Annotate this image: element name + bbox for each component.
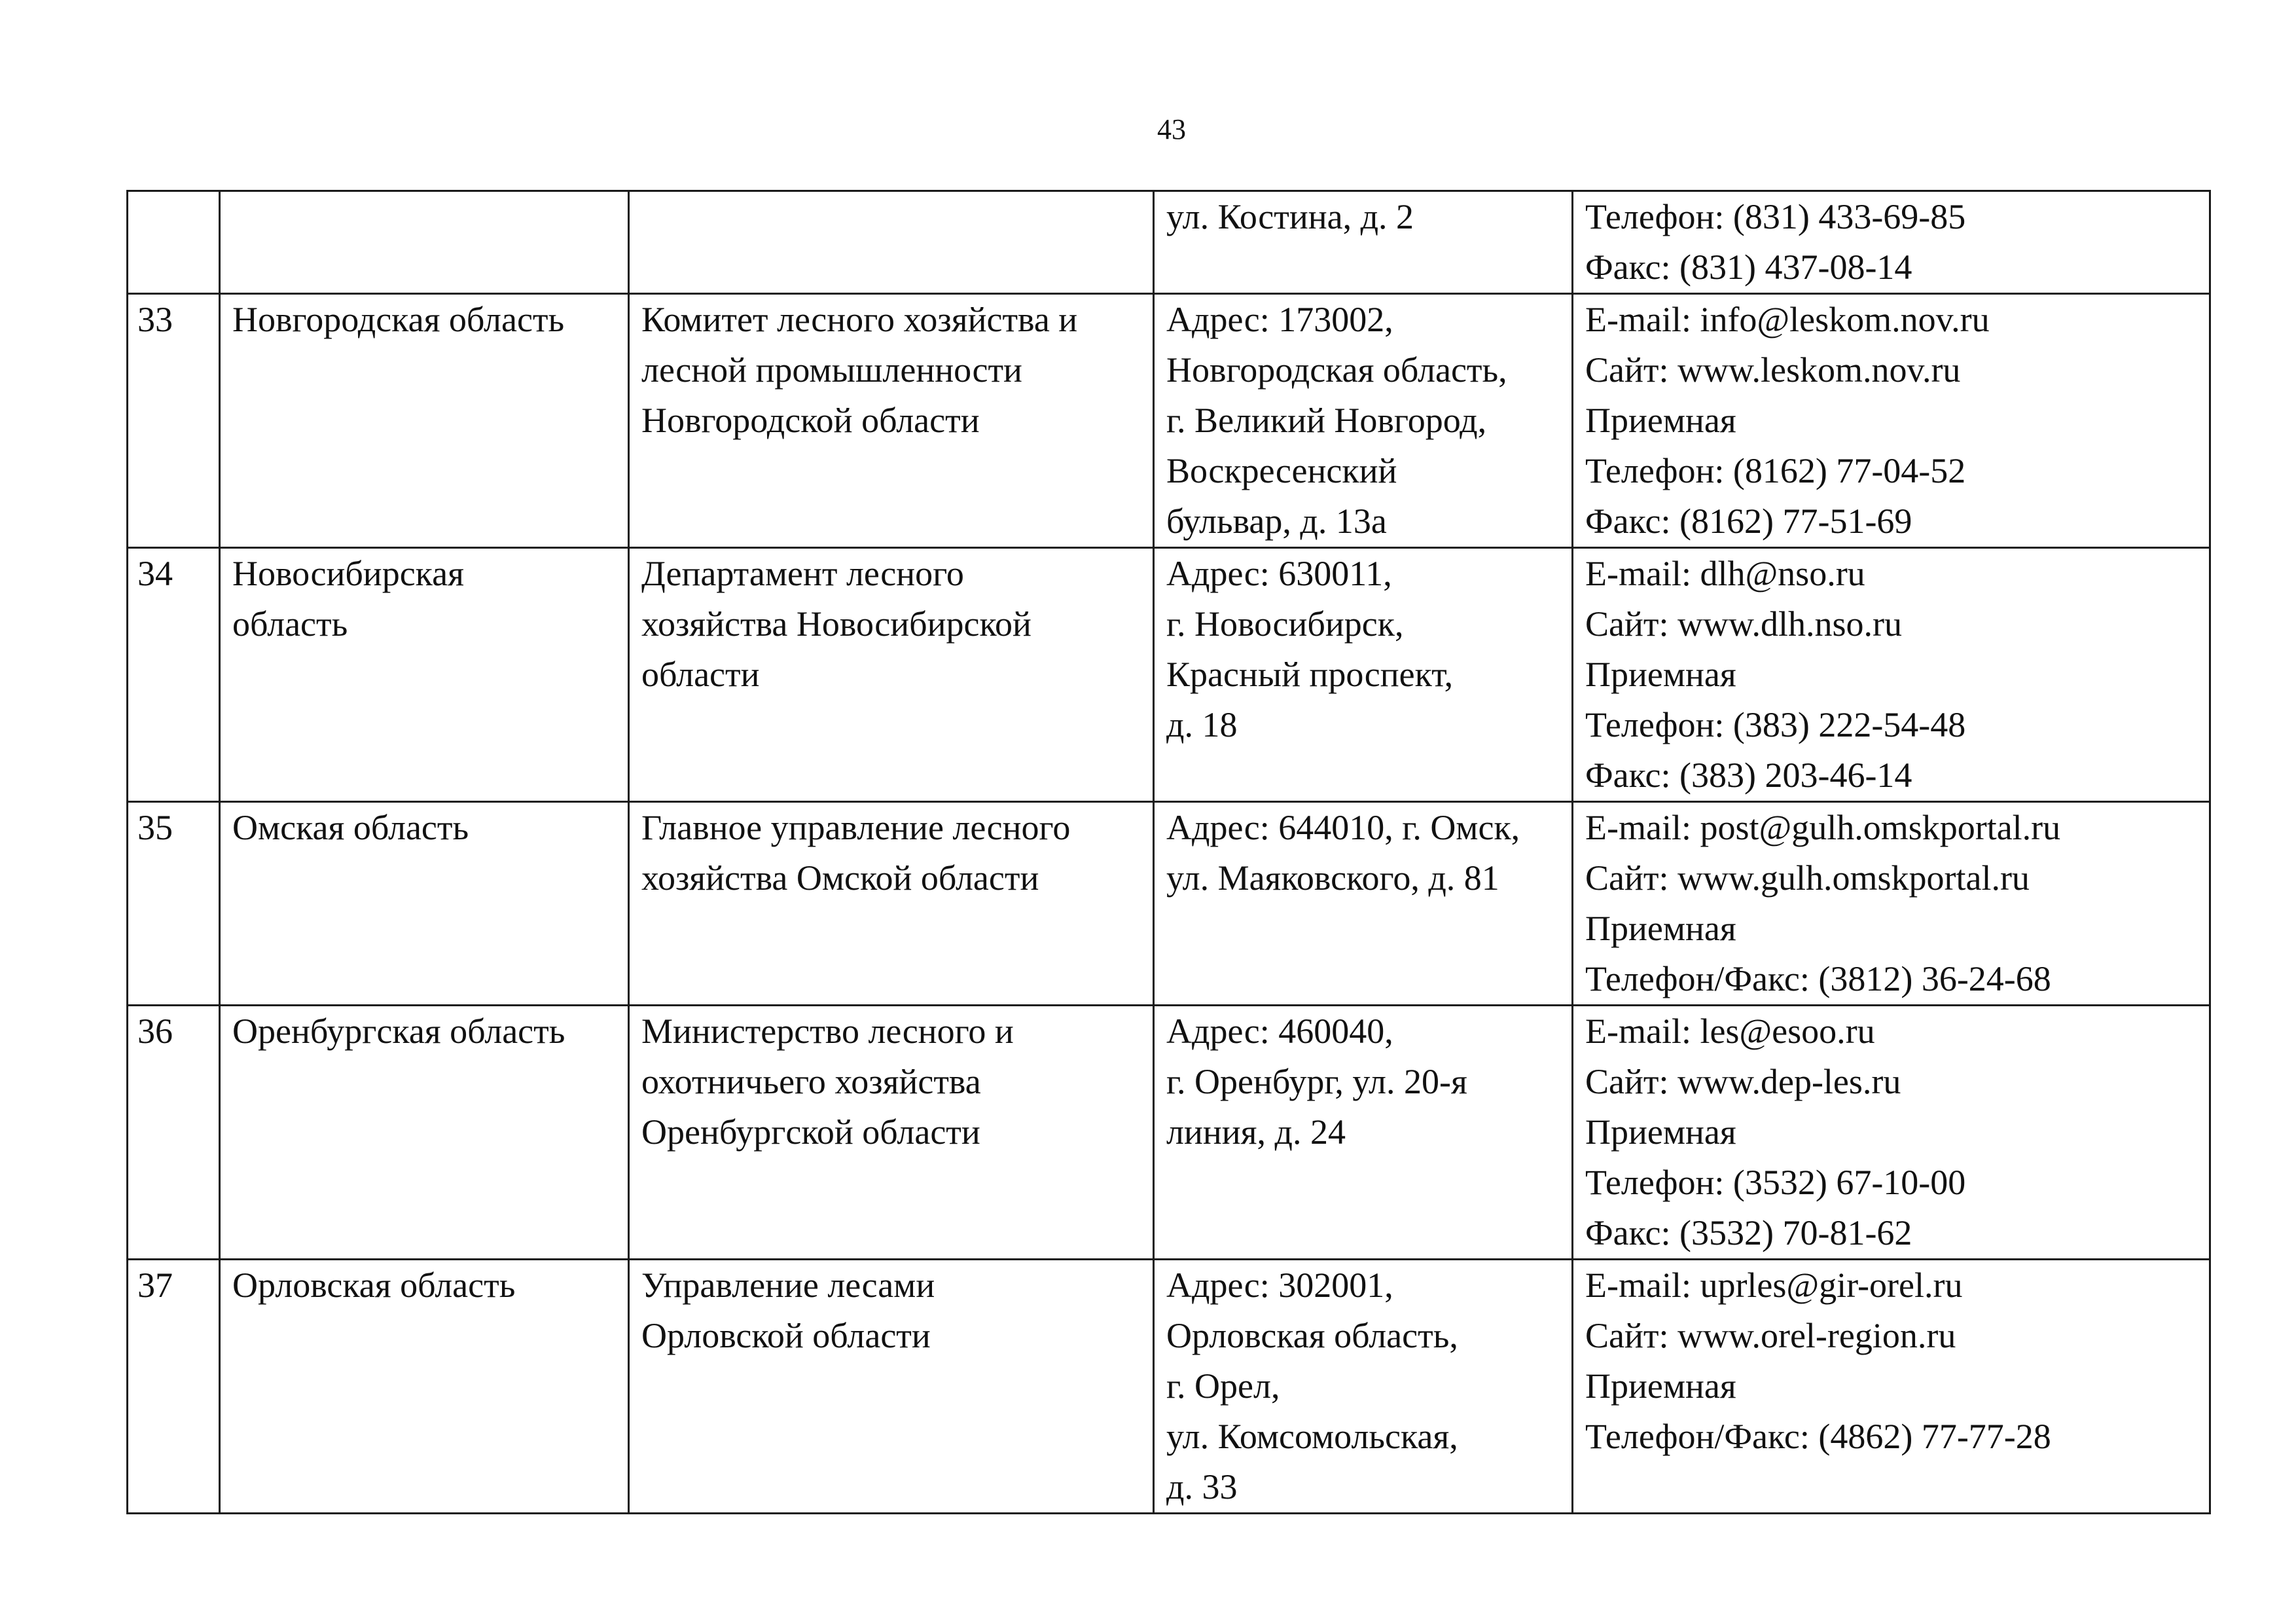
contacts-cell: E-mail: les@esoo.ru Сайт: www.dep-les.ru Приемная Телефон: (3532) 67-10-00 Факс: (3532) 70-81-62 — [1573, 1006, 2210, 1260]
regional-forestry-table — [126, 190, 2211, 1514]
contacts-cell: Телефон: (831) 433-69-85 Факс: (831) 437-08-14 — [1573, 191, 2210, 294]
table-row — [128, 191, 2210, 294]
authority-cell — [629, 191, 1154, 294]
region-cell: Новгородская область — [220, 294, 629, 548]
region-cell — [220, 191, 629, 294]
authority-cell: Управление лесами Орловской области — [629, 1260, 1154, 1514]
row-number-cell: 35 — [128, 802, 220, 1006]
address-cell: Адрес: 302001, Орловская область, г. Орел, ул. Комсомольская, д. 33 — [1154, 1260, 1573, 1514]
authority-cell: Департамент лесного хозяйства Новосибирской области — [629, 548, 1154, 802]
row-number-cell: 33 — [128, 294, 220, 548]
authority-cell: Комитет лесного хозяйства и лесной промышленности Новгородской области — [629, 294, 1154, 548]
row-number-cell: 36 — [128, 1006, 220, 1260]
row-number-cell: 37 — [128, 1260, 220, 1514]
table-row — [128, 802, 2210, 1006]
authority-cell: Главное управление лесного хозяйства Омской области — [629, 802, 1154, 1006]
address-cell: Адрес: 644010, г. Омск, ул. Маяковского, д. 81 — [1154, 802, 1573, 1006]
address-cell: ул. Костина, д. 2 — [1154, 191, 1573, 294]
address-cell: Адрес: 630011, г. Новосибирск, Красный проспект, д. 18 — [1154, 548, 1573, 802]
contacts-cell: E-mail: info@leskom.nov.ru Сайт: www.leskom.nov.ru Приемная Телефон: (8162) 77-04-52 Факс: (8162) 77-51-69 — [1573, 294, 2210, 548]
contacts-cell: E-mail: post@gulh.omskportal.ru Сайт: www.gulh.omskportal.ru Приемная Телефон/Факс: (3812) 36-24-68 — [1573, 802, 2210, 1006]
contacts-cell: E-mail: dlh@nso.ru Сайт: www.dlh.nso.ru Приемная Телефон: (383) 222-54-48 Факс: (383) 203-46-14 — [1573, 548, 2210, 802]
address-cell: Адрес: 460040, г. Оренбург, ул. 20-я линия, д. 24 — [1154, 1006, 1573, 1260]
table-row — [128, 1260, 2210, 1514]
authority-cell: Министерство лесного и охотничьего хозяйства Оренбургской области — [629, 1006, 1154, 1260]
region-cell: Орловская область — [220, 1260, 629, 1514]
table-row — [128, 548, 2210, 802]
row-number-cell — [128, 191, 220, 294]
row-number-cell: 34 — [128, 548, 220, 802]
table-row — [128, 1006, 2210, 1260]
table-row — [128, 294, 2210, 548]
contacts-cell: E-mail: uprles@gir-orel.ru Сайт: www.orel-region.ru Приемная Телефон/Факс: (4862) 77-77-28 — [1573, 1260, 2210, 1514]
region-cell: Омская область — [220, 802, 629, 1006]
address-cell: Адрес: 173002, Новгородская область, г. Великий Новгород, Воскресенский бульвар, д. 13а — [1154, 294, 1573, 548]
page-number: 43 — [1157, 113, 1186, 145]
region-cell: Оренбургская область — [220, 1006, 629, 1260]
region-cell: Новосибирская область — [220, 548, 629, 802]
